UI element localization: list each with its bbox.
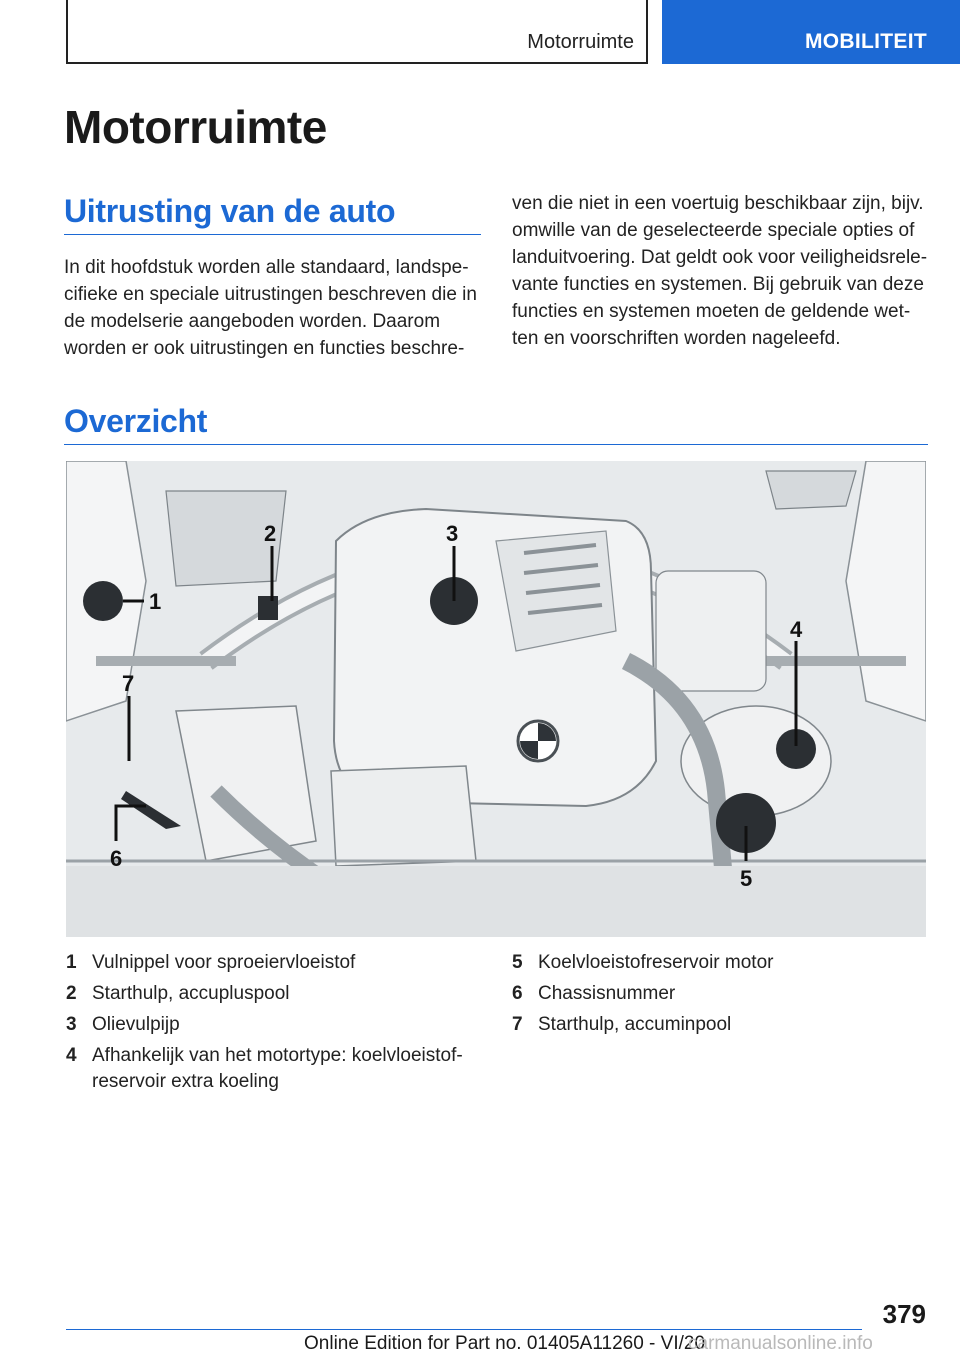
figure-legend-right: [512, 950, 773, 1043]
text-line: omwille van de geselecteerde speciale opties of: [512, 220, 915, 241]
text-line: landuitvoering. Dat geldt ook voor veiligheidsrele-: [512, 247, 928, 268]
equipment-text-right: [512, 190, 927, 352]
header-section-box: [66, 0, 648, 64]
legend-number: 2: [66, 983, 77, 1004]
figure-callout: 7: [122, 671, 135, 696]
engine-bay-illustration: [66, 461, 926, 937]
figure-callout: 6: [110, 846, 123, 871]
legend-text: reservoir extra koeling: [92, 1071, 279, 1092]
figure-callout: 4: [790, 617, 803, 642]
header-chapter-tab[interactable]: [662, 0, 960, 64]
text-line: vante functies en systemen. Bij gebruik van deze: [512, 274, 924, 295]
text-line: ven die niet in een voertuig beschikbaar zijn, bijv.: [512, 193, 924, 214]
legend-number: 4: [66, 1045, 77, 1066]
equipment-text-left: [64, 254, 477, 362]
equipment-heading-rule: [64, 234, 481, 235]
legend-item: [66, 1043, 463, 1095]
legend-text: Afhankelijk van het motortype: koelvloeistof-: [92, 1045, 463, 1066]
header-chapter-label: MOBILITEIT: [805, 30, 927, 53]
figure-callout: 1: [149, 589, 162, 614]
text-line: In dit hoofdstuk worden alle standaard, landspe-: [64, 257, 469, 278]
legend-item: [512, 950, 773, 976]
legend-item: [66, 981, 463, 1007]
text-line: functies en systemen moeten de geldende wet-: [512, 301, 911, 322]
page-title: Motorruimte: [64, 101, 327, 153]
legend-number: 1: [66, 952, 77, 973]
overview-heading: Overzicht: [64, 403, 208, 439]
engine-bay-drawing: [66, 461, 926, 937]
overview-heading-rule: [64, 444, 928, 445]
figure-callout: 5: [740, 866, 753, 891]
page-number: 379: [882, 1299, 926, 1329]
figure-legend-left: [66, 950, 463, 1100]
legend-text: Olievulpijp: [92, 1014, 180, 1035]
text-line: worden er ook uitrustingen en functies beschre-: [64, 338, 465, 359]
footer-rule: [66, 1329, 862, 1330]
text-line: de modelserie aangeboden worden. Daarom: [64, 311, 441, 332]
legend-number: 5: [512, 952, 523, 973]
header-section-title: Motorruimte: [527, 31, 634, 53]
legend-text: Chassisnummer: [538, 983, 676, 1004]
legend-item: [512, 1012, 773, 1038]
legend-item: [512, 981, 773, 1007]
legend-number: 7: [512, 1014, 523, 1035]
equipment-heading: Uitrusting van de auto: [64, 193, 396, 229]
legend-number: 3: [66, 1014, 77, 1035]
legend-text: Koelvloeistofreservoir motor: [538, 952, 774, 973]
footer-edition: Online Edition for Part no. 01405A11260 - VI/20: [304, 1333, 706, 1354]
legend-text: Starthulp, accuminpool: [538, 1014, 732, 1035]
text-line: cifieke en speciale uitrustingen beschreven die in: [64, 284, 477, 305]
footer-watermark[interactable]: carmanualsonline.info: [688, 1333, 873, 1354]
legend-item: [66, 1012, 463, 1038]
legend-text: Starthulp, accupluspool: [92, 983, 290, 1004]
legend-number: 6: [512, 983, 523, 1004]
figure-callout: 2: [264, 521, 277, 546]
text-line: ten en voorschriften worden nageleefd.: [512, 328, 841, 349]
figure-callout: 3: [446, 521, 459, 546]
legend-item: [66, 950, 463, 976]
legend-text: Vulnippel voor sproeiervloeistof: [92, 952, 356, 973]
